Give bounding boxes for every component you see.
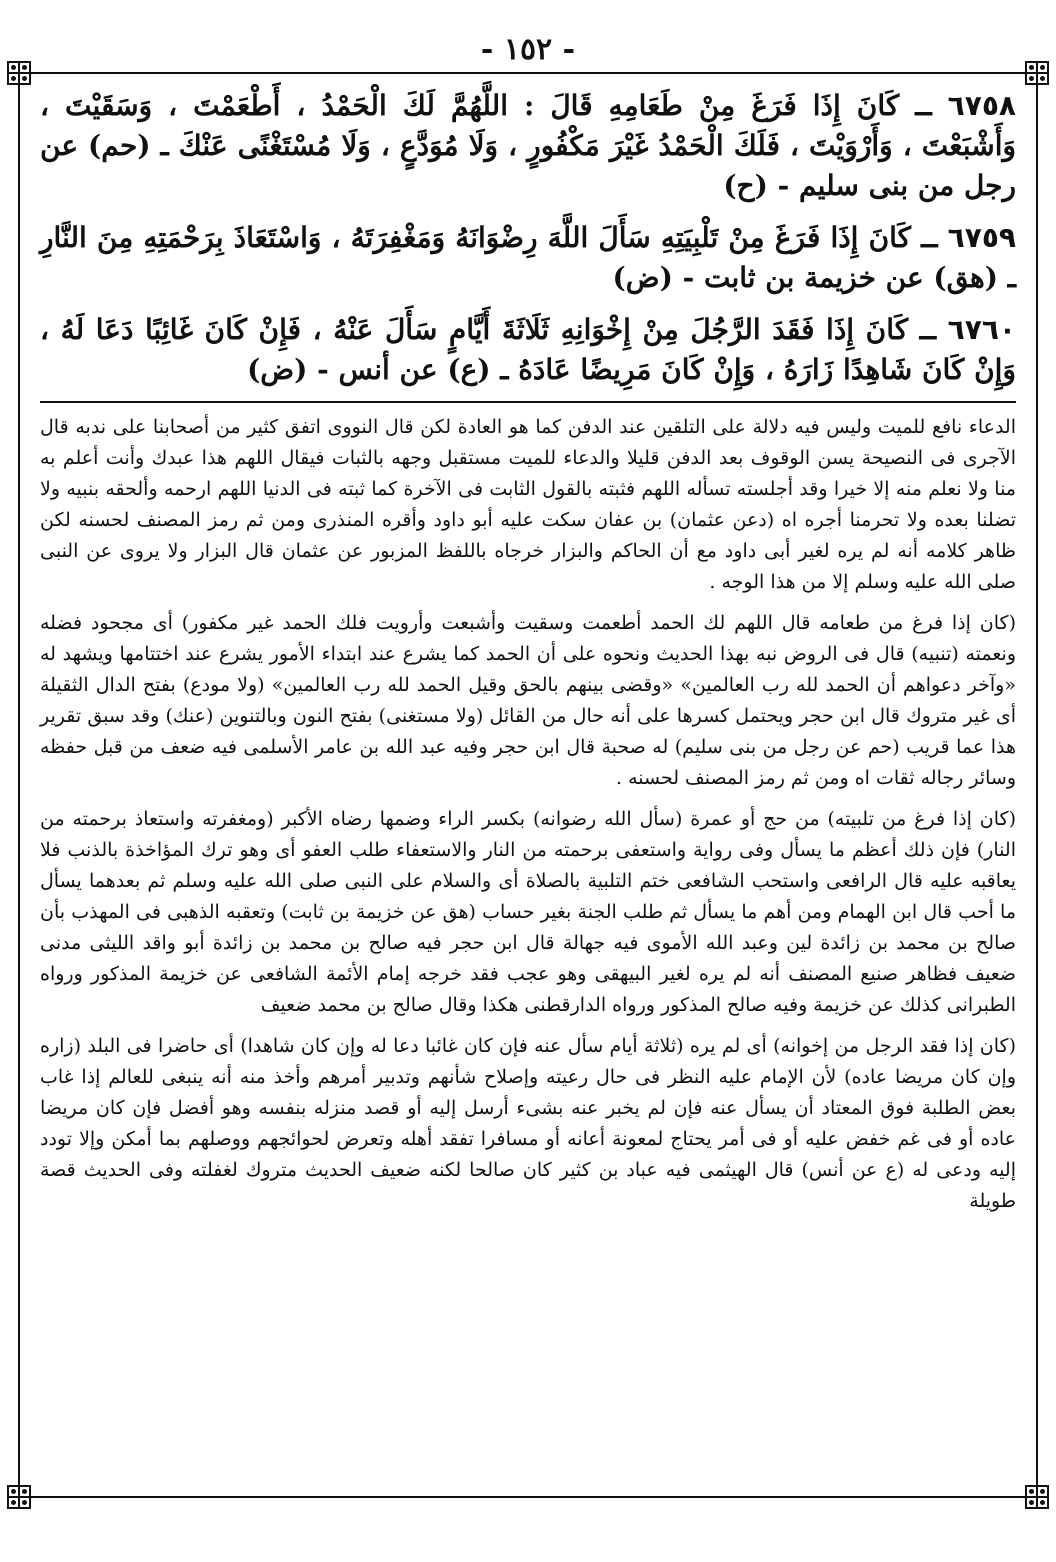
hadith-entry: ٦٧٥٩ ــ كَانَ إِذَا فَرَغَ مِنْ تَلْبِيَتِهِ سَأَلَ اللَّهَ رِضْوَانَهُ وَمَغْفِرَتَهُ ، وَاسْتَعَاذَ بِرَحْمَتِهِ مِنَ النَّارِ ـ (هق) عن خزيمة بن ثابت - (ض)	[40, 221, 1017, 294]
hadith-source: (حم) عن رجل من بنى سليم - (ح)	[40, 129, 1016, 202]
hadith-entry: ٦٧٥٨ ــ كَانَ إِذَا فَرَغَ مِنْ طَعَامِهِ قَالَ : اللَّهُمَّ لَكَ الْحَمْدُ ، أَطْعَمْتَ ، وَسَقَيْتَ ، وَأَشْبَعْتَ ، وَأَرْوَيْتَ ، فَلَكَ الْحَمْدُ غَيْرَ مَكْفُورٍ ، وَلَا مُوَدَّعٍ ، وَلَا مُسْتَغْنًى عَنْكَ ـ (حم) عن رجل من بنى سليم - (ح)	[40, 89, 1017, 202]
corner-ornament-icon	[6, 60, 32, 86]
frame-bottom-border	[18, 1496, 1038, 1498]
hadith-text: كَانَ إِذَا فَقَدَ الرَّجُلَ مِنْ إِخْوَانِهِ ثَلَاثَةَ أَيَّامٍ سَأَلَ عَنْهُ ، فَإِنْ كَانَ غَائِبًا دَعَا لَهُ ، وَإِنْ كَانَ شَاهِدًا زَارَهُ ، وَإِنْ كَانَ مَرِيضًا عَادَهُ	[40, 313, 1016, 386]
frame-right-border	[1036, 72, 1038, 1496]
hadith-text-section	[40, 86, 1016, 402]
commentary-paragraph: (كان إذا فقد الرجل من إخوانه) أى لم يره (ثلاثة أيام سأل عنه فإن كان غائبا دعا له وإن كان شاهدا) أى حاضرا فى البلد (زاره وإن كان مريضا عاده) لأن الإمام عليه النظر فى حال رعيته وإصلاح شأنهم وتدبير أمرهم وأخذ منه أنه ينبغى للعالم إذا غاب بعض الطلبة فوق المعتاد أن يسأل عنه فإن لم يخبر عنه بشىء أرسل إليه أو قصد منزله بنفسه وهو أفضل فإن كان مريضا عاده أو فى غم خفض عليه أو فى أمر يحتاج لمعونة أعانه أو مسافرا تفقد أهله وتعرض لحوائجهم ووصلهم بما أمكن وإلا تودد إليه ودعى له (ع عن أنس) قال الهيثمى فيه عباد بن كثير كان صالحا لكنه ضعيف الحديث متروك لغفلته وفى الحديث قصة طويلة	[40, 1035, 1016, 1212]
hadith-number: ٦٧٥٩	[947, 221, 1017, 254]
page-number: - ١٥٢ -	[480, 32, 576, 67]
hadith-source: (هق) عن خزيمة بن ثابت - (ض)	[612, 261, 999, 294]
hadith-number: ٦٧٥٨	[947, 89, 1017, 122]
hadith-number: ٦٧٦٠	[947, 313, 1016, 346]
commentary-paragraph: (كان إذا فرغ من تلبيته) من حج أو عمرة (سأل الله رضوانه) بكسر الراء وضمها رضاه الأكبر (ومغفرته واستعاذ برحمته من النار) فإن ذلك أعظم ما يسأل وفى رواية واستعفى برحمته من النار والاستعفاء طلب العفو أى وهو ترك المؤاخذة بالذنب فلا يعاقبه عليه قال الرافعى واستحب الشافعى ختم التلبية بالصلاة أى والسلام على النبى صلى الله عليه وسلم ثم بعدهما يسأل ما أحب قال ابن الهمام ومن أهم ما يسأل ثم طلب الجنة بغير حساب (هق عن خزيمة بن ثابت) وتعقبه الذهبى فى المهذب بأن صالح بن محمد بن زائدة لين وعبد الله الأموى فيه جهالة قال ابن حجر فيه صالح بن محمد بن زائدة أبو واقد الليثى مدنى ضعيف فظاهر صنيع المصنف أنه لم يره لغير البيهقى وهو عجب فقد خرجه إمام الأئمة الشافعى عن خزيمة المذكور ورواه الطبرانى كذلك عن خزيمة وفيه صالح المذكور ورواه الدارقطنى هكذا وقال صالح بن محمد ضعيف	[40, 808, 1016, 1016]
commentary-paragraph: الدعاء نافع للميت وليس فيه دلالة على التلقين عند الدفن كما هو العادة لكن قال النووى اتفق كثير من أصحابنا على ندبه قال الآجرى فى النصيحة يسن الوقوف بعد الدفن قليلا والدعاء للميت مستقبل وجهه بالثبات فيقال اللهم هذا عبدك وأنت أعلم به منا ولا نعلم منه إلا خيرا وقد أجلسته تسأله اللهم فثبته بالقول الثابت فى الآخرة كما ثبته فى الدنيا اللهم ارحمه وألحقه بنبيه ولا تضلنا بعده ولا تحرمنا أجره اه (دعن عثمان) بن عفان سكت عليه أبو داود وأقره المنذرى ومن ثم رمز المصنف لحسنه لكن ظاهر كلامه أنه لم يره لغير أبى داود مع أن الحاكم والبزار خرجاه باللفظ المزبور عن عثمان قال البزار ولا يروى عن النبى صلى الله عليه وسلم إلا من هذا الوجه .	[40, 416, 1016, 593]
hadith-entry: ٦٧٦٠ ــ كَانَ إِذَا فَقَدَ الرَّجُلَ مِنْ إِخْوَانِهِ ثَلَاثَةَ أَيَّامٍ سَأَلَ عَنْهُ ، فَإِنْ كَانَ غَائِبًا دَعَا لَهُ ، وَإِنْ كَانَ شَاهِدًا زَارَهُ ، وَإِنْ كَانَ مَرِيضًا عَادَهُ ـ (ع) عن أنس - (ض)	[40, 313, 1016, 386]
frame-left-border	[18, 72, 20, 1496]
corner-ornament-icon	[1024, 1484, 1050, 1510]
section-divider	[40, 401, 1016, 403]
hadith-source: (ع) عن أنس - (ض)	[247, 353, 491, 386]
hadith-text: كَانَ إِذَا فَرَغَ مِنْ تَلْبِيَتِهِ سَأَلَ اللَّهَ رِضْوَانَهُ وَمَغْفِرَتَهُ ، وَاسْتَعَاذَ بِرَحْمَتِهِ مِنَ النَّارِ	[40, 221, 912, 254]
commentary-paragraph: (كان إذا فرغ من طعامه قال اللهم لك الحمد أطعمت وسقيت وأشبعت وأرويت فلك الحمد غير مكفور) أى مجحود فضله ونعمته (تنبيه) قال فى الروض نبه بهذا الحديث ونحوه على أن الحمد كما يشرع عند ابتداء الأمور يشرع عند اختتامها ويشهد له «وآخر دعواهم أن الحمد لله رب العالمين» «وقضى بينهم بالحق وقيل الحمد لله رب العالمين» (ولا مودع) بفتح الدال الثقيلة أى غير متروك قال ابن حجر ويحتمل كسرها على أنه حال من القائل (ولا مستغنى) بفتح النون وبالتنوين (عنك) وقد سبق تقرير هذا عما قريب (حم عن رجل من بنى سليم) له صحبة قال ابن حجر وفيه عبد الله بن عامر الأسلمى فيه ضعف من قبل حفظه وسائر رجاله ثقات اه ومن ثم رمز المصنف لحسنه .	[40, 612, 1016, 789]
hadith-text: كَانَ إِذَا فَرَغَ مِنْ طَعَامِهِ قَالَ : اللَّهُمَّ لَكَ الْحَمْدُ ، أَطْعَمْتَ ، وَسَقَيْتَ ، وَأَشْبَعْتَ ، وَأَرْوَيْتَ ، فَلَكَ الْحَمْدُ غَيْرَ مَكْفُورٍ ، وَلَا مُوَدَّعٍ ، وَلَا مُسْتَغْنًى عَنْكَ	[40, 89, 1017, 162]
corner-ornament-icon	[1024, 60, 1050, 86]
commentary-section	[40, 412, 1016, 1227]
frame-top-border	[18, 72, 1038, 74]
corner-ornament-icon	[6, 1484, 32, 1510]
